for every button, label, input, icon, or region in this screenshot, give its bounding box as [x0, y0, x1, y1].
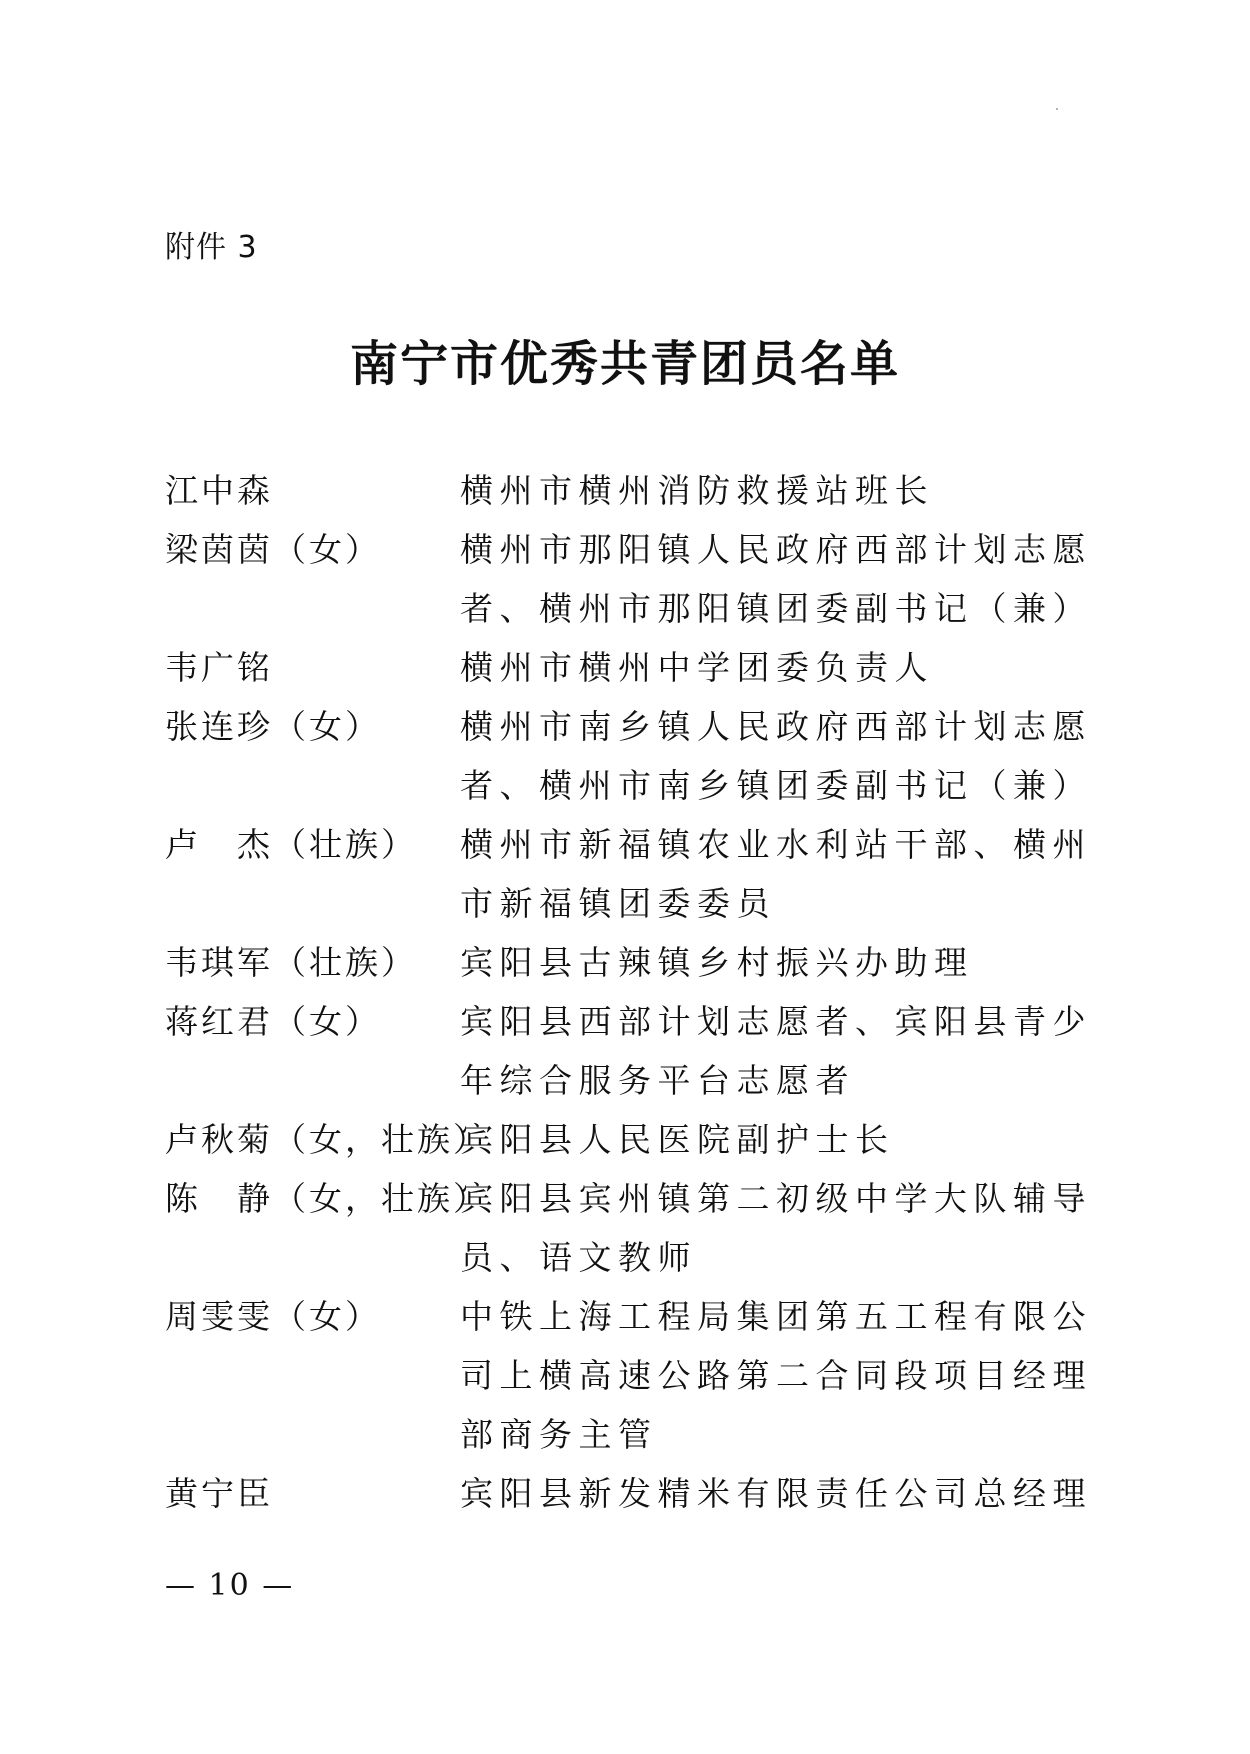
- list-item: [165, 697, 1125, 815]
- honoree-position: 宾阳县西部计划志愿者、宾阳县青少年综合服务平台志愿者: [460, 1002, 1092, 1100]
- honoree-position: 横州市横州中学团委负责人: [460, 648, 934, 687]
- honoree-position: 横州市那阳镇人民政府西部计划志愿者、横州市那阳镇团委副书记（兼）: [460, 530, 1092, 628]
- honoree-name: 蒋红君（女）: [165, 1002, 381, 1041]
- honoree-name: 卢 杰（壮族）: [165, 825, 417, 864]
- honoree-name: 陈 静（女，壮族）: [165, 1179, 489, 1218]
- honoree-position: 宾阳县古辣镇乡村振兴办助理: [460, 943, 974, 982]
- list-item: [165, 1169, 1125, 1287]
- list-item: [165, 638, 1125, 697]
- list-item: [165, 815, 1125, 933]
- honoree-name: 梁茵茵（女）: [165, 530, 381, 569]
- document-title: 南宁市优秀共青团员名单: [349, 336, 900, 392]
- honoree-name: 黄宁臣: [165, 1474, 273, 1513]
- list-item: [165, 933, 1125, 992]
- scan-speck: [1056, 108, 1058, 110]
- honoree-name: 周雯雯（女）: [165, 1297, 381, 1336]
- honoree-position: 横州市新福镇农业水利站干部、横州市新福镇团委委员: [460, 825, 1092, 923]
- honoree-name: 张连珍（女）: [165, 707, 381, 746]
- attachment-label: 附件 3: [165, 230, 258, 265]
- honoree-position: 宾阳县宾州镇第二初级中学大队辅导员、语文教师: [460, 1179, 1092, 1277]
- list-item: [165, 461, 1125, 520]
- list-item: [165, 992, 1125, 1110]
- list-item: [165, 1110, 1125, 1169]
- honoree-name: 卢秋菊（女，壮族）: [165, 1120, 489, 1159]
- honoree-name: 韦琪军（壮族）: [165, 943, 417, 982]
- honoree-position: 宾阳县新发精米有限责任公司总经理: [460, 1474, 1092, 1513]
- honoree-list: [165, 461, 1125, 1523]
- page-number: — 10 —: [165, 1568, 295, 1603]
- honoree-name: 韦广铭: [165, 648, 273, 687]
- honoree-position: 横州市横州消防救援站班长: [460, 471, 934, 510]
- honoree-position: 宾阳县人民医院副护士长: [460, 1120, 895, 1159]
- honoree-name: 江中森: [165, 471, 273, 510]
- list-item: [165, 1464, 1125, 1523]
- honoree-position: 横州市南乡镇人民政府西部计划志愿者、横州市南乡镇团委副书记（兼）: [460, 707, 1092, 805]
- list-item: [165, 1287, 1125, 1464]
- honoree-position: 中铁上海工程局集团第五工程有限公司上横高速公路第二合同段项目经理部商务主管: [460, 1297, 1092, 1454]
- list-item: [165, 520, 1125, 638]
